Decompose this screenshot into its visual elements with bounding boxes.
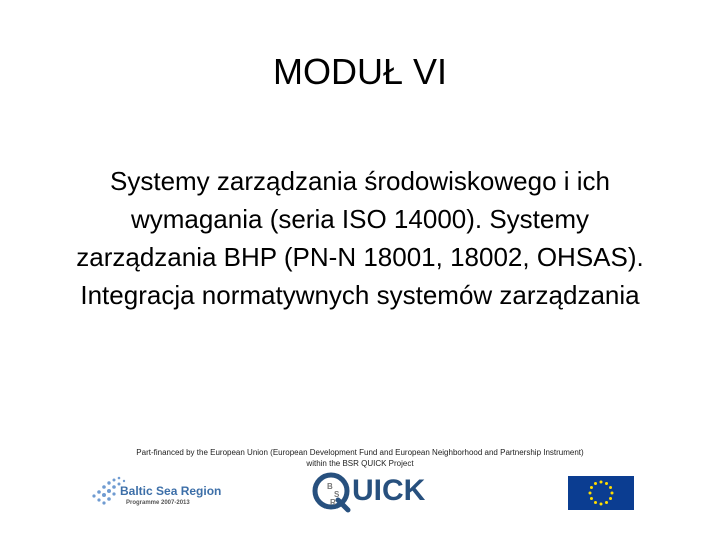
eu-star bbox=[600, 481, 603, 484]
funding-note bbox=[40, 447, 680, 469]
body-line: Systemy zarządzania środowiskowego i ich bbox=[110, 166, 610, 196]
eu-star bbox=[609, 486, 612, 489]
eu-star bbox=[594, 501, 597, 504]
body-line: zarządzania BHP (PN-N 18001, 18002, OHSAS). bbox=[76, 242, 644, 272]
eu-star bbox=[590, 486, 593, 489]
bsr-logo-subtitle: Programme 2007-2013 bbox=[126, 500, 190, 506]
body-line: Integracja normatywnych systemów zarządzania bbox=[80, 280, 640, 310]
quick-logo bbox=[310, 470, 434, 514]
slide-body bbox=[20, 162, 700, 314]
eu-flag bbox=[568, 476, 634, 510]
funding-line: Part-financed by the European Union (European Development Fund and European Neighborhood and Partnership Instrument) bbox=[136, 448, 584, 457]
bsr-logo-text: Baltic Sea Region bbox=[120, 484, 222, 498]
baltic-sea-region-logo bbox=[90, 472, 240, 512]
eu-star bbox=[600, 503, 603, 506]
eu-stars-icon bbox=[568, 476, 634, 510]
eu-star bbox=[605, 482, 608, 485]
quick-letter-r: R bbox=[330, 498, 336, 507]
quick-letter-b: B bbox=[327, 482, 333, 491]
quick-q-icon bbox=[310, 470, 354, 514]
eu-star bbox=[589, 492, 592, 495]
eu-star bbox=[609, 497, 612, 500]
quick-logo-text: UICK bbox=[352, 474, 426, 507]
eu-star bbox=[594, 482, 597, 485]
slide-title: MODUŁ VI bbox=[272, 51, 448, 92]
eu-star bbox=[605, 501, 608, 504]
eu-star bbox=[590, 497, 593, 500]
body-line: wymagania (seria ISO 14000). Systemy bbox=[130, 204, 590, 234]
funding-line: within the BSR QUICK Project bbox=[306, 459, 414, 468]
eu-star bbox=[611, 492, 614, 495]
quick-letter-s: S bbox=[334, 490, 340, 499]
